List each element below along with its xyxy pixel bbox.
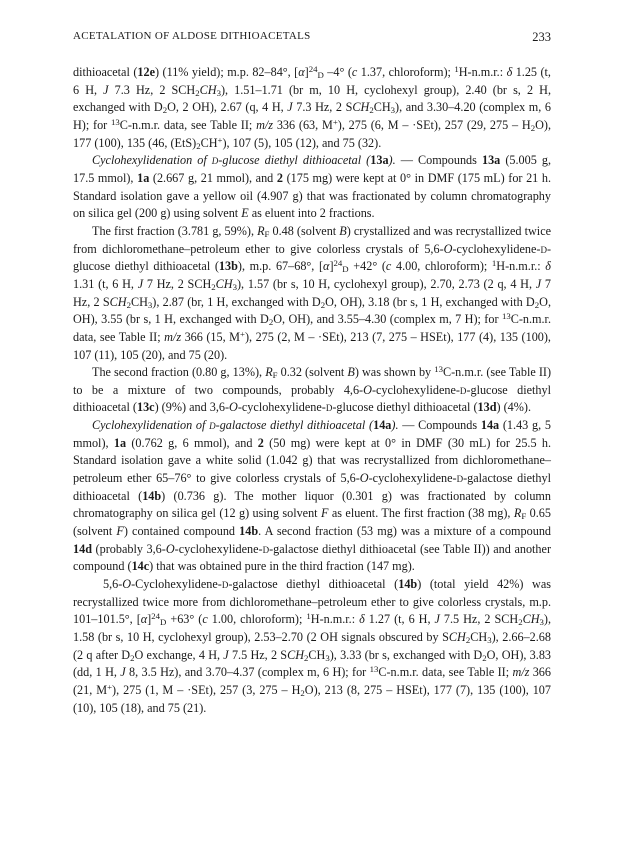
text-run: ), and 3.30–4.20 (complex m, 6 H); for (73, 100, 552, 132)
text-run: 13 (111, 117, 120, 128)
text-run: O (165, 541, 175, 556)
text-run: ] (329, 259, 334, 274)
text-run: 2 (320, 299, 326, 310)
text-run: ), 1.58 (br s, 10 H, cyclohexyl group), 2.53–2.70 (2 OH signals obscured by S (73, 612, 552, 644)
text-run: (2.667 g, 21 mmol), and (149, 170, 277, 185)
text-run: O (122, 577, 132, 592)
text-run: 2 (300, 688, 305, 699)
text-run: 0.48 (solvent (269, 223, 340, 238)
text-run: F (521, 511, 527, 522)
text-run: B (347, 365, 355, 380)
text-run: 7.3 Hz, 2 SCH (108, 82, 196, 97)
text-run: -cyclohexylidene- (368, 471, 457, 486)
paragraph (73, 64, 551, 152)
text-run: O, 2 OH), 2.67 (q, 4 H, (167, 100, 288, 115)
text-run: ), 3.33 (br s, exchanged with D (329, 647, 483, 662)
text-run: dithioacetal ( (73, 65, 138, 79)
text-run: 14a (480, 418, 500, 433)
text-run: O exchange, 4 H, (134, 647, 224, 662)
text-run: d (325, 400, 333, 415)
text-run: c (351, 65, 358, 79)
text-run: F (272, 370, 278, 381)
text-run: ). (391, 418, 399, 433)
text-run: The second fraction (0.80 g, 13%), (92, 365, 266, 380)
text-run: 1.25 (t, 6 H, (73, 65, 551, 97)
text-run: 1 (491, 258, 497, 269)
text-run: J (103, 82, 109, 97)
text-run: C-n.m.r. data, see Table II; (378, 665, 513, 680)
text-run: -cyclohexylidene- (237, 400, 326, 415)
text-run: c (385, 259, 392, 274)
text-run: CH (130, 294, 148, 309)
text-run: D (317, 70, 324, 81)
text-run: 3 (325, 652, 330, 663)
text-run: ) (11% yield); m.p. 82–84°, [ (154, 65, 299, 79)
text-run: O), 177 (100), 135 (46, (EtS) (73, 117, 551, 150)
text-run: ), 2.87 (br, 1 H, exchanged with D (152, 294, 321, 309)
text-run: D (160, 617, 167, 628)
text-run: ) crystallized and was recrystallized twice from dichloromethane–petroleum ether to give colorless crystals of 5,6- (73, 223, 552, 256)
text-run: R (257, 223, 265, 238)
text-run: d (221, 577, 229, 592)
text-run: CH (448, 630, 466, 644)
text-run: 13d (477, 400, 497, 415)
text-run: 2 (211, 282, 216, 293)
text-run: d (540, 241, 547, 256)
text-run: + (217, 134, 223, 145)
text-run: 4.00, chloroform); (391, 259, 492, 274)
text-run: J (287, 100, 293, 115)
text-run: 14c (131, 559, 150, 574)
text-run: CH (109, 294, 127, 309)
text-run: d (456, 471, 464, 486)
text-run: J (137, 276, 144, 291)
text-run: ), 275 (2, M – ·SEt), 213 (7, 275 – HSEt), 177 (4), 135 (100), 107 (11), 105 (20), and 75 (20). (73, 329, 551, 362)
text-run: C-n.m.r. data, see Table II; (73, 312, 551, 344)
text-run: 12e (137, 65, 155, 79)
text-run: (1.43 g, 5 mmol), (73, 418, 551, 450)
text-run: CH (308, 647, 326, 662)
text-run: ) (total yield 42%) was recrystallized twice more from dichloromethane–petroleum ether to give colorless crystals, m.p. 101–101.5°, [ (73, 577, 552, 627)
text-run: — Compounds (395, 153, 482, 168)
text-run: 1 (454, 64, 459, 75)
text-run: J (120, 665, 126, 680)
text-run: J (223, 647, 229, 662)
text-run: ), 275 (6, M – ·SEt), 257 (29, 275 – H (337, 117, 531, 132)
text-run: 7.5 Hz, 2 SCH (439, 612, 519, 627)
text-run: ) (0.736 g). The mother liquor (0.301 g) was fractionated by column chromatography on silica gel (12 g) using solvent (73, 488, 551, 521)
text-run: (50 mg) were kept at 0° in DMF (30 mL) for 25.5 h. Standard isolation gave a white solid (1.042 g) that was recrystallized from dichloromethane–petroleum ether 65–76° to give colorless crystals of 5,6- (73, 435, 551, 486)
paragraph (73, 152, 551, 223)
text-run: ), 107 (5), 105 (12), and 75 (32). (222, 135, 382, 150)
text-run: ) (4%). (496, 400, 531, 415)
text-run: The first fraction (3.781 g, 59%), (92, 223, 258, 238)
text-run: 1.00, chloroform); (207, 612, 307, 627)
text-run: 3 (390, 105, 396, 116)
text-run: (5.005 g, 17.5 mmol), (73, 153, 552, 185)
text-run: C-n.m.r. (see Table II) to be a mixture of two compounds, probably 4,6- (73, 365, 551, 397)
text-run: O, OH), 3.83 (dd, 1 H, (73, 647, 552, 680)
text-run: 13a (481, 153, 501, 168)
text-run: m/z (256, 117, 274, 132)
text-run: 3 (487, 635, 492, 646)
text-run: 2 (162, 105, 168, 116)
text-run: as eluent. The first fraction (38 mg), (328, 506, 514, 521)
text-run: -galactose diethyl dithioacetal (see Table II)) and another compound ( (73, 541, 551, 574)
text-run: 13c (136, 400, 155, 415)
text-run: -Cyclohexylidene- (131, 577, 222, 592)
text-run: 2 (518, 617, 523, 628)
text-run: O (363, 382, 372, 397)
text-run: H-n.m.r.: (496, 259, 546, 274)
text-run: 14d (73, 541, 92, 556)
text-run: 8, 3.5 Hz), and 3.70–4.37 (complex m, 6 H); for (125, 665, 370, 680)
text-run: + (240, 328, 245, 339)
text-run: 2 (482, 652, 487, 663)
text-run: CH (470, 630, 488, 644)
text-run: -galactose diethyl dithioacetal ( (228, 577, 399, 592)
text-run: -glucose diethyl dithioacetal ( (73, 382, 551, 415)
text-run: (175 mg) were kept at 0° in DMF (175 mL) for 21 h. Standard isolation gave a yellow oil (4.907 g) that was fractionated by column chromatography on silica gel (200 g) using solvent (73, 170, 552, 221)
text-run: J (434, 612, 440, 627)
text-run: 2 (196, 140, 201, 151)
text-run: 366 (21, M (73, 665, 551, 697)
text-run: ) that was obtained pure in the third fraction (147 mg). (149, 559, 415, 574)
text-run: (probably 3,6- (91, 541, 166, 556)
text-run: B (339, 223, 347, 238)
text-run: 5,6- (103, 577, 123, 592)
text-run: 14a (373, 418, 392, 433)
text-run: –4° ( (323, 65, 352, 79)
text-run: O, OH), 3.55 (br s, 1 H, exchanged with D (73, 294, 551, 327)
text-run: O (443, 241, 453, 256)
text-run: c (202, 612, 208, 627)
body-text (73, 64, 551, 717)
text-run: 366 (15, M (181, 329, 240, 344)
text-run: Cyclohexylidenation of (92, 418, 210, 433)
text-run: (0.762 g, 6 mmol), and (126, 435, 258, 450)
text-run: 1 (306, 611, 311, 622)
text-run: +63° ( (166, 612, 203, 627)
text-run: 13b (218, 259, 238, 274)
text-run: 13 (369, 664, 379, 675)
text-run: ) (9%) and 3,6- (154, 400, 230, 415)
text-run: 3 (216, 87, 221, 98)
text-run: ] (147, 612, 152, 627)
paragraph (73, 223, 551, 364)
text-run: ). (388, 153, 396, 168)
text-run: 1a (137, 170, 150, 185)
text-run: 1.31 (t, 6 H, (73, 276, 138, 291)
text-run: -cyclohexylidene- (371, 382, 460, 397)
text-run: 13 (434, 364, 443, 375)
text-run: 2 (257, 435, 264, 450)
text-run: m/z (512, 665, 530, 680)
text-run: 24 (308, 64, 318, 75)
text-run: O), 213 (8, 275 – HSEt), 177 (7), 135 (100), 107 (10), 105 (18), and 75 (21). (73, 682, 551, 715)
text-run: 7 Hz, 2 SCH (143, 276, 212, 291)
text-run: 7 Hz, 2 S (73, 276, 552, 309)
text-run: O (359, 471, 369, 486)
running-title: ACETALATION OF ALDOSE DITHIOACETALS (73, 30, 311, 42)
paragraph (73, 417, 551, 576)
text-run: -glucose diethyl dithioacetal ( (332, 400, 478, 415)
text-run: H-n.m.r.: (310, 612, 360, 627)
text-run: 2 (126, 299, 131, 310)
text-run: 14b (239, 524, 259, 539)
text-run: F (320, 506, 329, 521)
text-run: 1a (113, 435, 127, 450)
text-run: D (342, 264, 349, 275)
text-run: 3 (232, 282, 237, 293)
text-run: d (459, 382, 467, 397)
text-run: CH (199, 82, 217, 97)
text-run: + (107, 682, 113, 693)
text-run: δ (359, 612, 365, 627)
text-run: ), m.p. 67–68°, [ (237, 259, 324, 274)
text-run: 2 (530, 123, 536, 134)
text-run: 13a (370, 153, 389, 168)
text-run: CH (200, 135, 218, 150)
text-run: d (209, 418, 216, 433)
text-run: F (116, 524, 124, 539)
text-run: C-n.m.r. data, see Table II; (119, 117, 257, 132)
text-run: H-n.m.r.: (458, 65, 507, 79)
text-run: m/z (164, 329, 182, 344)
page-number: 233 (532, 30, 551, 44)
text-run: E (241, 206, 249, 221)
text-run: 24 (333, 258, 343, 269)
page-header (73, 30, 551, 46)
text-run: 0.32 (solvent (277, 365, 348, 380)
text-run: . A second fraction (53 mg) was a mixture of a compound (258, 524, 552, 539)
text-run: R (513, 506, 522, 521)
text-run: 1.27 (t, 6 H, (364, 612, 435, 627)
text-run: 13 (501, 311, 511, 322)
text-run: R (265, 365, 273, 380)
text-run: α (140, 612, 148, 627)
text-run: — Compounds (398, 418, 481, 433)
text-run: 2 (534, 299, 540, 310)
text-run: ), 1.57 (br s, 10 H, cyclohexyl group), 2.70, 2.73 (2 q, 4 H, (236, 276, 536, 291)
text-run: 2 (195, 87, 200, 98)
text-run: ), 275 (1, M – ·SEt), 257 (3, 275 – H (112, 682, 301, 697)
text-run: F (264, 229, 270, 240)
text-run: CH (373, 100, 391, 115)
text-run: ) contained compound (123, 524, 240, 539)
text-run: α (298, 65, 305, 79)
text-run: CH (352, 100, 370, 115)
text-run: ] (304, 65, 309, 79)
paragraph (73, 576, 551, 717)
text-run: d (262, 541, 270, 556)
text-run: 0.65 (solvent (73, 506, 551, 539)
text-run: J (535, 276, 542, 291)
text-run: CH (287, 647, 305, 662)
text-run: 7.5 Hz, 2 S (228, 647, 288, 662)
text-run: ), 2.66–2.68 (2 q after D (73, 630, 551, 662)
text-run: +42° ( (348, 259, 386, 274)
text-run: 1.37, chloroform); (357, 65, 455, 79)
text-run: 3 (147, 299, 153, 310)
text-run: 2 (369, 105, 374, 116)
text-run: d (211, 153, 219, 168)
text-run: -glucose diethyl dithioacetal ( (73, 241, 551, 274)
text-run: Cyclohexylidenation of (92, 153, 212, 168)
paragraph (73, 364, 551, 417)
text-run: 14b (142, 488, 162, 503)
text-run: -galactose diethyl dithioacetal ( (215, 418, 374, 433)
text-run: α (323, 259, 330, 274)
text-run: O, OH), and 3.55–4.30 (complex m, 7 H); for (273, 312, 502, 327)
text-run: 3 (539, 617, 544, 628)
text-run: δ (545, 259, 551, 274)
text-run: 7.3 Hz, 2 S (292, 100, 353, 115)
text-run: O, OH), 3.18 (br s, 1 H, exchanged with D (325, 294, 535, 309)
text-run: ) was shown by (354, 365, 435, 380)
text-run: O (229, 400, 238, 415)
text-run: + (332, 117, 338, 128)
text-run: -galactose diethyl dithioacetal ( (73, 471, 551, 503)
text-run: 2 (276, 170, 283, 185)
text-run: ), 1.51–1.71 (br m, 10 H, cyclohexyl group), 2.40 (br s, 2 H, exchanged with D (73, 82, 551, 115)
text-run: CH (215, 276, 233, 291)
text-run: 24 (151, 611, 160, 622)
text-run: 2 (465, 635, 471, 646)
text-run: 336 (63, M (273, 117, 333, 132)
text-run: -cyclohexylidene- (174, 541, 263, 556)
text-run: δ (506, 65, 513, 79)
text-run: 2 (130, 652, 135, 663)
text-run: -glucose diethyl dithioacetal ( (218, 153, 371, 168)
text-run: as eluent into 2 fractions. (248, 206, 375, 221)
text-run: -cyclohexylidene- (452, 241, 541, 256)
text-run: 2 (268, 317, 274, 328)
text-run: 2 (304, 652, 309, 663)
text-run: 14b (398, 577, 418, 592)
text-run: CH (522, 612, 540, 627)
